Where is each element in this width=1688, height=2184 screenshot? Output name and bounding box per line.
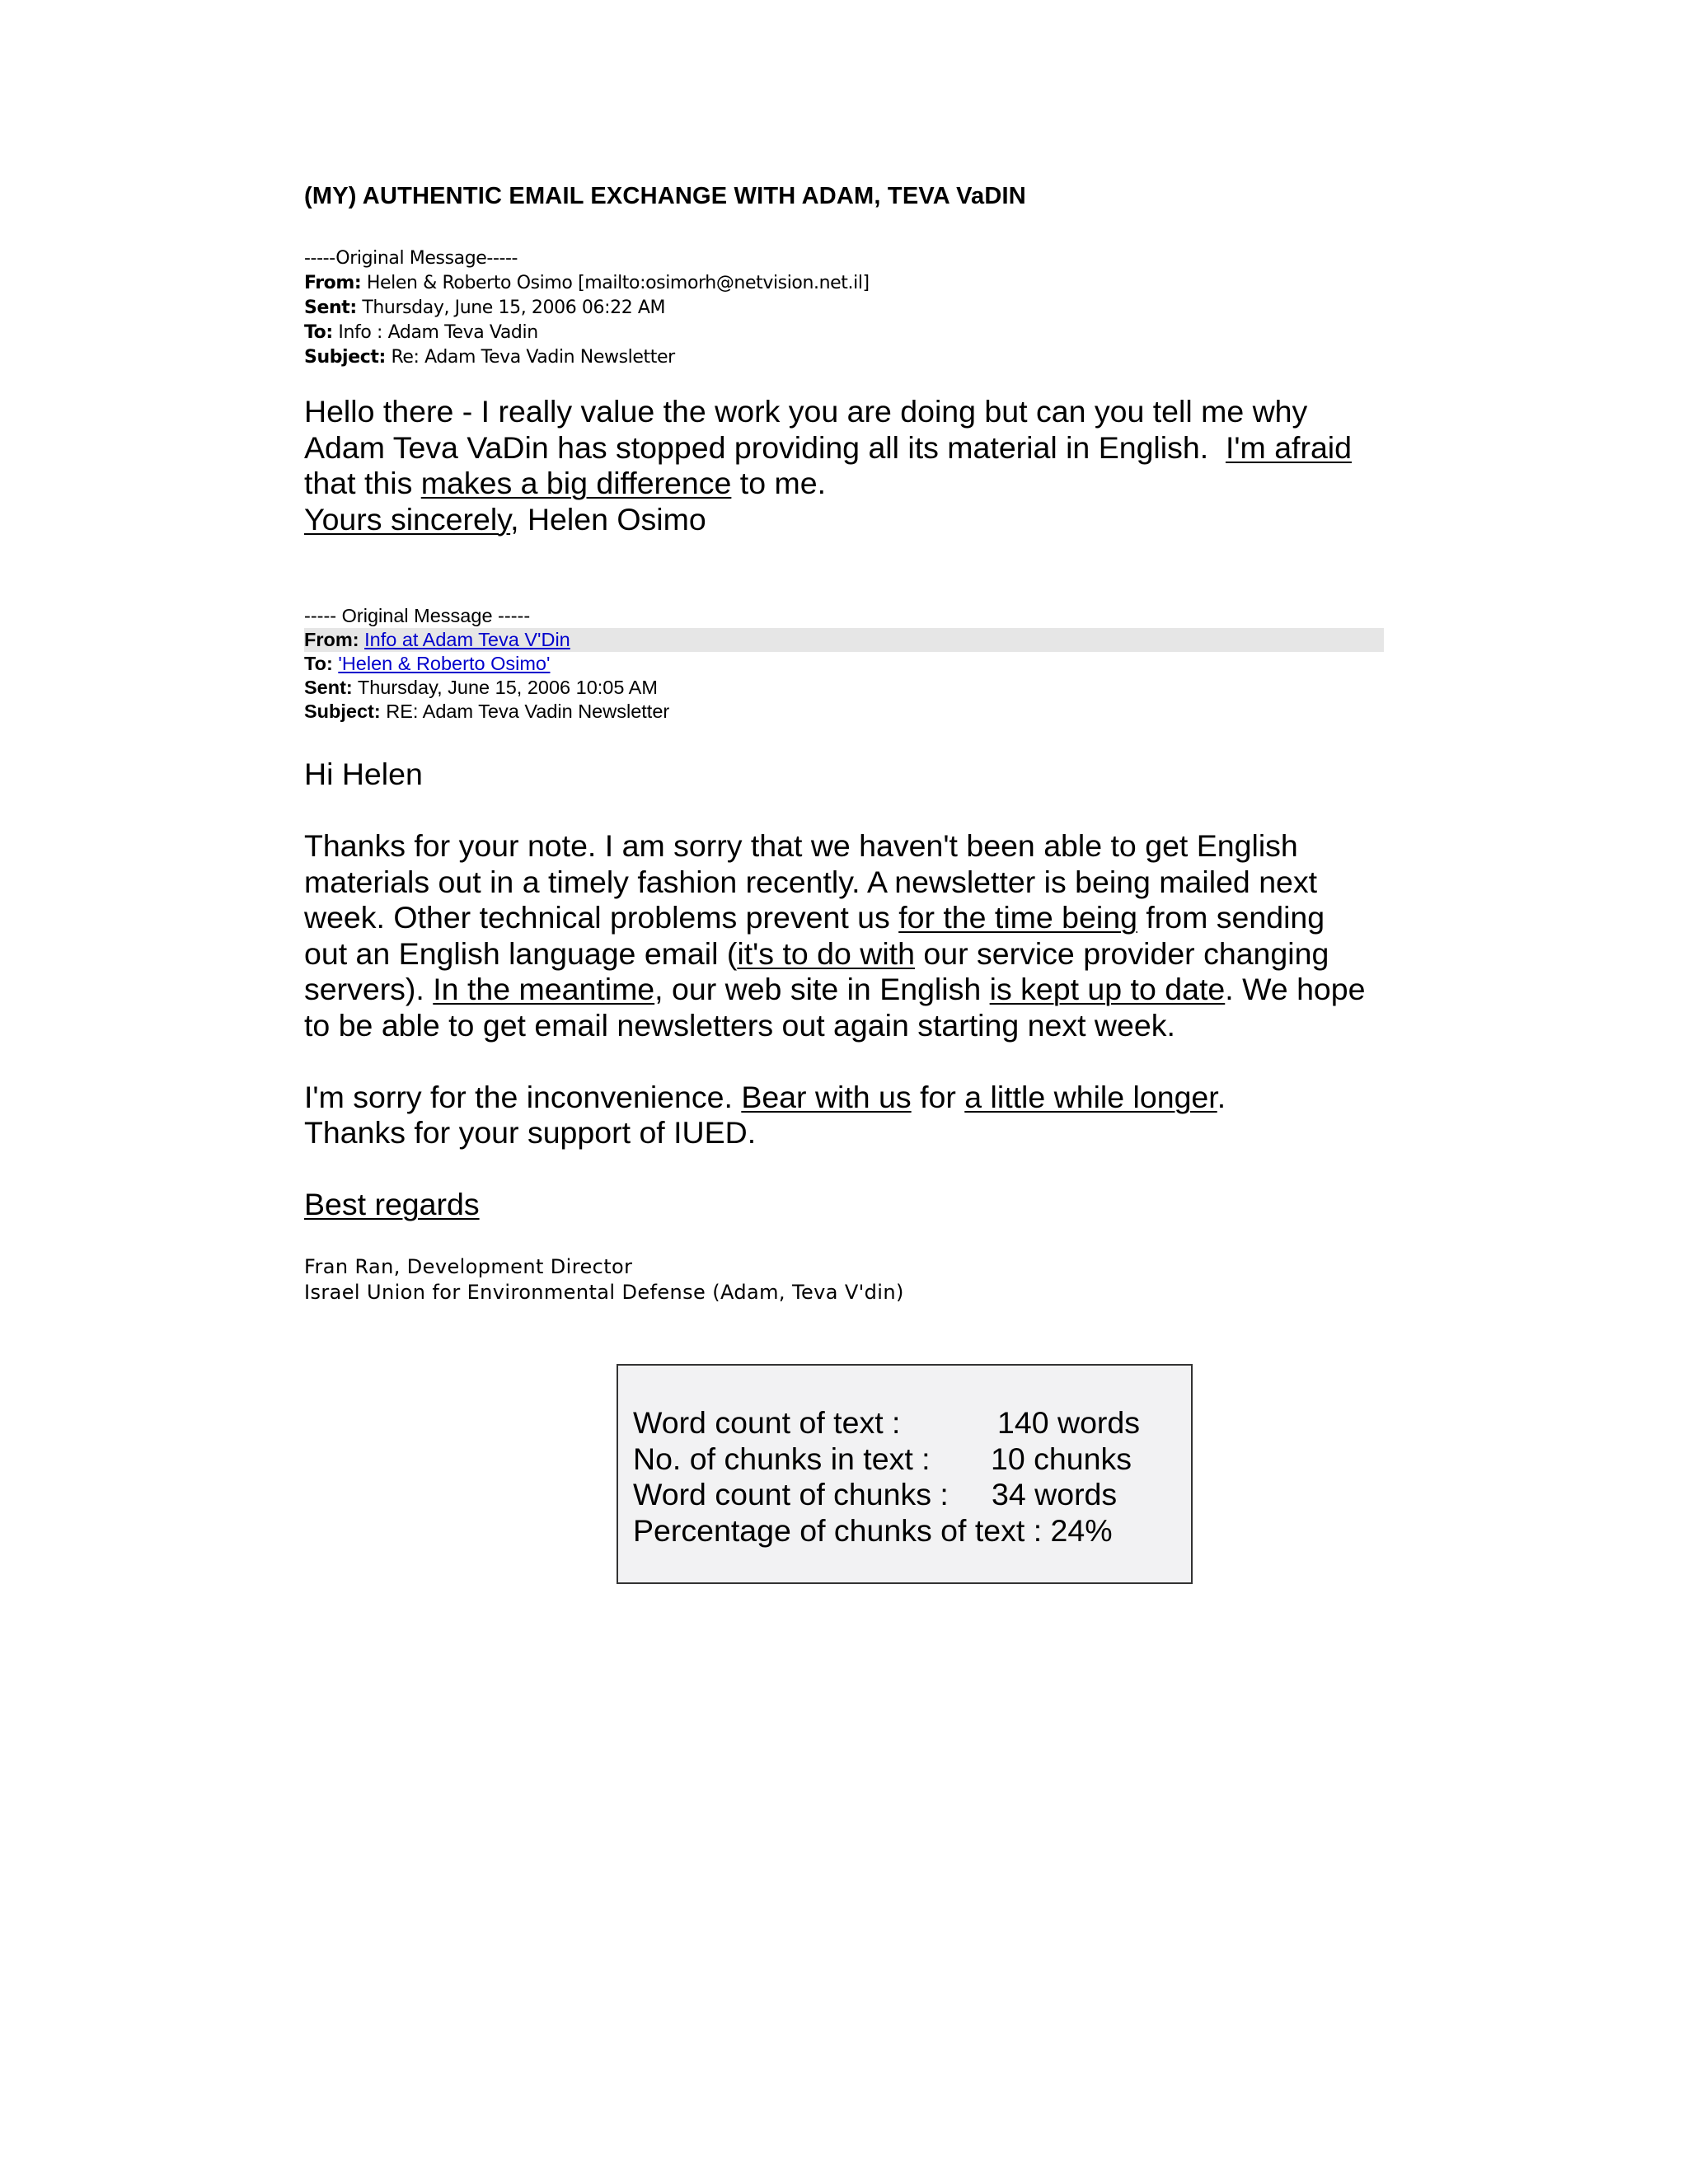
- stats-row-chunks: [633, 1441, 1132, 1478]
- text-span: week. Other technical problems prevent us: [304, 900, 899, 935]
- email2-subject-label: Subject:: [304, 701, 381, 722]
- stats-label: Word count of text :: [633, 1405, 901, 1440]
- text-span: out an English language email (: [304, 935, 738, 971]
- email1-sent-row: [304, 296, 870, 321]
- highlighted-chunk: a little while longer: [964, 1079, 1217, 1114]
- email2-separator: ----- Original Message -----: [304, 605, 531, 626]
- email1-sent-value: Thursday, June 15, 2006 06:22 AM: [362, 298, 666, 318]
- email1-from-value: Helen & Roberto Osimo [mailto:osimorh@netvision.net.il]: [366, 273, 870, 293]
- stats-row-percentage: [633, 1513, 1113, 1549]
- highlighted-chunk: Best regards: [304, 1187, 480, 1221]
- stats-value: 24%: [1050, 1512, 1113, 1548]
- email2-header: [304, 604, 1384, 724]
- email2-from-row: [304, 628, 1384, 652]
- stats-row-word-count: [633, 1405, 1141, 1441]
- email2-body-line: Thanks for your support of IUED.: [304, 1115, 757, 1150]
- email1-to-row: [304, 321, 870, 345]
- email1-header: [304, 246, 870, 370]
- signature-line: Fran Ran, Development Director: [304, 1255, 633, 1278]
- email2-greeting: Hi Helen: [304, 757, 423, 791]
- text-span: , Helen Osimo: [510, 501, 706, 537]
- email2-body-line: [304, 1080, 1366, 1116]
- text-span: Adam Teva VaDin has stopped providing all its material in English.: [304, 429, 1226, 465]
- stats-row-chunk-words: [633, 1477, 1118, 1513]
- email1-to-value: Info : Adam Teva Vadin: [338, 322, 538, 343]
- email2-signature: [304, 1254, 904, 1305]
- text-span: . We hope: [1225, 972, 1366, 1006]
- spacer: [304, 793, 1366, 829]
- text-span: our service provider changing: [914, 935, 1329, 971]
- email2-body-line: [304, 900, 1366, 936]
- highlighted-chunk: Bear with us: [741, 1079, 912, 1114]
- email1-body-line: [304, 502, 1352, 538]
- email1-from-row: [304, 271, 870, 296]
- text-span: I'm sorry for the inconvenience.: [304, 1079, 742, 1114]
- email2-body: [304, 757, 1366, 1223]
- stats-box: [617, 1364, 1193, 1584]
- highlighted-chunk: it's to do with: [737, 935, 915, 971]
- email2-subject-value: RE: Adam Teva Vadin Newsletter: [386, 701, 670, 722]
- text-span: that this: [304, 466, 421, 500]
- text-span: .: [1217, 1079, 1226, 1114]
- email1-from-label: From:: [304, 273, 362, 293]
- highlighted-chunk: is kept up to date: [989, 972, 1226, 1006]
- email2-body-line: [304, 972, 1366, 1008]
- text-span: for: [911, 1079, 965, 1114]
- email2-from-link[interactable]: Info at Adam Teva V'Din: [364, 629, 570, 650]
- email2-sent-row: [304, 676, 1384, 700]
- email1-to-label: To:: [304, 322, 333, 343]
- email1-subject-value: Re: Adam Teva Vadin Newsletter: [391, 347, 675, 368]
- email2-to-link[interactable]: 'Helen & Roberto Osimo': [338, 653, 551, 674]
- stats-value: 140 words: [997, 1405, 1141, 1440]
- email1-body-line: [304, 430, 1352, 466]
- email2-body-line: [304, 936, 1366, 972]
- email2-body-line: Thanks for your note. I am sorry that we haven't been able to get English: [304, 828, 1298, 863]
- stats-label: Word count of chunks :: [633, 1477, 949, 1511]
- email1-sent-label: Sent:: [304, 298, 357, 318]
- signature-line: Israel Union for Environmental Defense (Adam, Teva V'din): [304, 1281, 904, 1304]
- email2-body-line: to be able to get email newsletters out again starting next week.: [304, 1007, 1175, 1043]
- page-title: (MY) AUTHENTIC EMAIL EXCHANGE WITH ADAM, TEVA VaDIN: [304, 183, 1026, 209]
- email1-body-line: Hello there - I really value the work you are doing but can you tell me why: [304, 394, 1308, 429]
- email2-sent-label: Sent:: [304, 677, 353, 698]
- email2-to-label: To:: [304, 653, 333, 674]
- email2-to-row: [304, 652, 1384, 676]
- stats-label: No. of chunks in text :: [633, 1441, 931, 1476]
- email1-body: [304, 394, 1352, 537]
- highlighted-chunk: In the meantime: [433, 972, 655, 1006]
- highlighted-chunk: makes a big difference: [420, 466, 732, 500]
- spacer: [304, 1043, 1366, 1080]
- email2-sent-value: Thursday, June 15, 2006 10:05 AM: [357, 677, 658, 698]
- highlighted-chunk: Yours sincerely: [304, 501, 511, 537]
- text-span: , our web site in English: [654, 972, 990, 1006]
- email2-subject-row: [304, 700, 1384, 724]
- email2-closing: [304, 1187, 1366, 1223]
- stats-list: [633, 1405, 1141, 1549]
- email1-body-line: [304, 466, 1352, 502]
- stats-value: 10 chunks: [991, 1441, 1132, 1476]
- stats-value: 34 words: [992, 1477, 1118, 1511]
- email1-subject-row: [304, 345, 870, 370]
- highlighted-chunk: I'm afraid: [1225, 429, 1352, 465]
- stats-label: Percentage of chunks of text :: [633, 1512, 1043, 1548]
- email1-separator: -----Original Message-----: [304, 248, 518, 269]
- text-span: from sending: [1137, 900, 1325, 935]
- email2-from-label: From:: [304, 629, 359, 650]
- text-span: to me.: [731, 466, 826, 500]
- spacer: [304, 1151, 1366, 1188]
- email1-subject-label: Subject:: [304, 347, 386, 368]
- text-span: servers).: [304, 972, 434, 1006]
- highlighted-chunk: for the time being: [898, 900, 1137, 935]
- email2-body-line: materials out in a timely fashion recently. A newsletter is being mailed next: [304, 864, 1318, 899]
